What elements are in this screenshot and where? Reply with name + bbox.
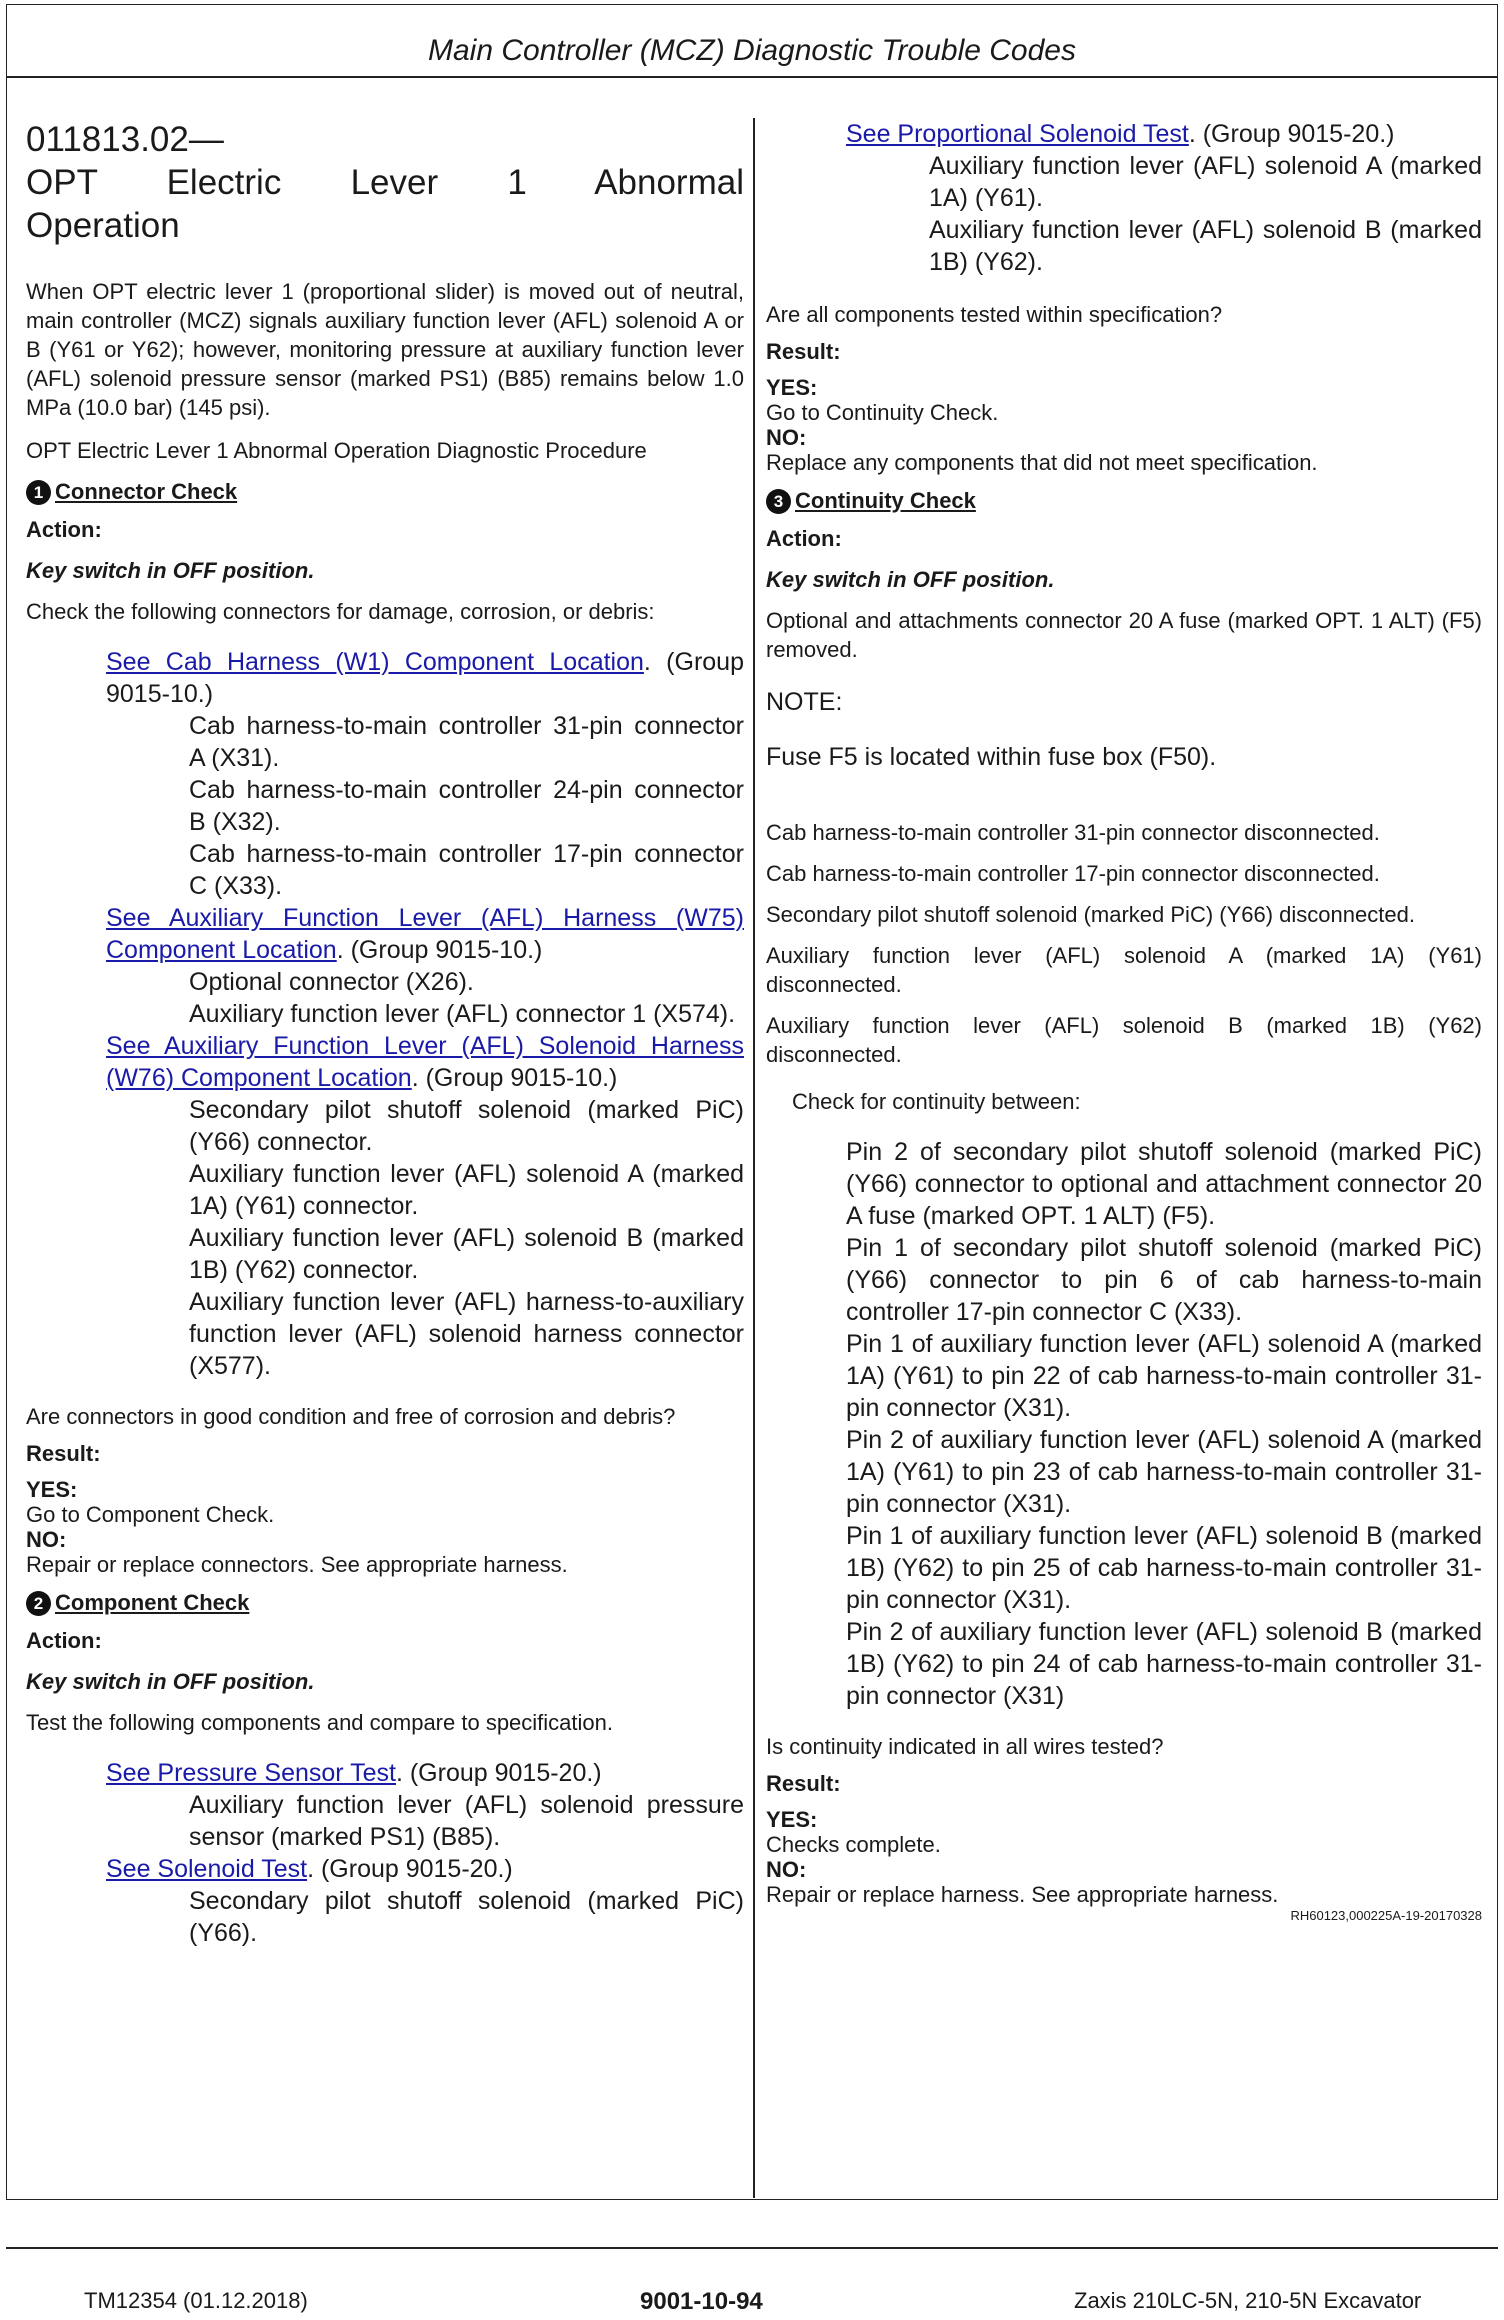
afl-solenoid-harness-w76-link[interactable]: See Auxiliary Function Lever (AFL) Solenoid Harness (W76) Component Location xyxy=(106,1032,744,1092)
step1-ref3-item: Auxiliary function lever (AFL) solenoid A (marked 1A) (Y61) connector. xyxy=(189,1160,744,1220)
footer-page-number: 9001-10-94 xyxy=(640,2288,763,2315)
cab-harness-link[interactable]: See Cab Harness (W1) Component Location xyxy=(106,648,644,676)
step3-action-label: Action: xyxy=(766,526,842,551)
step1-key-switch: Key switch in OFF position. xyxy=(26,558,315,583)
step1-action-label: Action: xyxy=(26,517,102,542)
step3-question: Is continuity indicated in all wires tested? xyxy=(766,1734,1164,1759)
step2-no-label: NO: xyxy=(766,425,807,450)
disconnected-item: Auxiliary function lever (AFL) solenoid B (marked 1B) (Y62) disconnected. xyxy=(766,1013,1482,1067)
step3-yes-label: YES: xyxy=(766,1807,818,1832)
step3-result-label: Result: xyxy=(766,1771,841,1796)
step1-title: Connector Check xyxy=(55,479,238,504)
step2-yes-label: YES: xyxy=(766,375,818,400)
step3-no-text: Repair or replace harness. See appropriate harness. xyxy=(766,1882,1279,1907)
step1-yes-label: YES: xyxy=(26,1477,78,1502)
afl-harness-w75-link[interactable]: See Auxiliary Function Lever (AFL) Harness (W75) Component Location xyxy=(106,904,744,964)
step1-instruction: Check the following connectors for damage, corrosion, or debris: xyxy=(26,599,655,624)
step2-action-label: Action: xyxy=(26,1628,102,1653)
step1-no-label: NO: xyxy=(26,1527,67,1552)
footer-manual-id: TM12354 (01.12.2018) xyxy=(84,2288,308,2313)
step3-yes-text: Checks complete. xyxy=(766,1832,941,1857)
step1-ref3-item: Auxiliary function lever (AFL) harness-to-auxiliary function lever (AFL) solenoid harness connector (X577). xyxy=(189,1288,744,1380)
footer-rule xyxy=(6,2247,1498,2249)
step2-key-switch: Key switch in OFF position. xyxy=(26,1669,315,1694)
step1-ref3-item: Secondary pilot shutoff solenoid (marked PiC) (Y66) connector. xyxy=(189,1096,744,1156)
step1-yes-text: Go to Component Check. xyxy=(26,1502,275,1527)
step1-question: Are connectors in good condition and free of corrosion and debris? xyxy=(26,1404,676,1429)
pin-item: Pin 1 of secondary pilot shutoff solenoid (marked PiC) (Y66) connector to pin 6 of cab harness-to-main controller 17-pin connector C (X33). xyxy=(846,1234,1482,1326)
footer-machine: Zaxis 210LC-5N, 210-5N Excavator xyxy=(1074,2288,1422,2313)
step3-key-switch: Key switch in OFF position. xyxy=(766,567,1055,592)
left-column xyxy=(26,118,744,1949)
step2-ref3-tail: . (Group 9015-20.) xyxy=(1188,120,1395,148)
step1-ref1-item: Cab harness-to-main controller 24-pin connector B (X32). xyxy=(189,776,744,836)
step3-heading xyxy=(766,486,1482,516)
step1-ref3-item: Auxiliary function lever (AFL) solenoid B (marked 1B) (Y62) connector. xyxy=(189,1224,744,1284)
step3-fuse-removed: Optional and attachments connector 20 A fuse (marked OPT. 1 ALT) (F5) removed. xyxy=(766,608,1482,662)
pin-item: Pin 1 of auxiliary function lever (AFL) solenoid B (marked 1B) (Y62) to pin 25 of cab harness-to-main controller 31-pin connector (X31). xyxy=(846,1522,1482,1614)
step2-result-label: Result: xyxy=(766,339,841,364)
step2-no-text: Replace any components that did not meet specification. xyxy=(766,450,1318,475)
step2-yes-text: Go to Continuity Check. xyxy=(766,400,999,425)
step2-instruction: Test the following components and compare to specification. xyxy=(26,1710,613,1735)
step1-ref2-item: Auxiliary function lever (AFL) connector 1 (X574). xyxy=(189,1000,736,1028)
dtc-title-line2: Operation xyxy=(26,206,180,245)
procedure-title: OPT Electric Lever 1 Abnormal Operation Diagnostic Procedure xyxy=(26,438,647,463)
pin-item: Pin 2 of auxiliary function lever (AFL) solenoid B (marked 1B) (Y62) to pin 24 of cab harness-to-main controller 31-pin connector (X31) xyxy=(846,1618,1482,1710)
solenoid-test-link[interactable]: See Solenoid Test xyxy=(106,1855,308,1883)
step2-number-icon: 2 xyxy=(26,1591,51,1616)
header-rule xyxy=(6,76,1498,78)
proportional-solenoid-test-link[interactable]: See Proportional Solenoid Test xyxy=(846,120,1189,148)
step3-no-label: NO: xyxy=(766,1857,807,1882)
step2-ref2-tail: . (Group 9015-20.) xyxy=(307,1855,513,1883)
dtc-title-line1: OPT Electric Lever 1 Abnormal xyxy=(26,163,744,202)
step3-title: Continuity Check xyxy=(795,488,976,513)
step1-ref2-item: Optional connector (X26). xyxy=(189,968,474,996)
step1-no-text: Repair or replace connectors. See appropriate harness. xyxy=(26,1552,568,1577)
step1-ref2 xyxy=(26,902,744,966)
page-header-title: Main Controller (MCZ) Diagnostic Trouble Codes xyxy=(428,34,1076,67)
disconnected-item: Secondary pilot shutoff solenoid (marked PiC) (Y66) disconnected. xyxy=(766,902,1415,927)
pin-item: Pin 2 of secondary pilot shutoff solenoid (marked PiC) (Y66) connector to optional and attachment connector 20 A fuse (marked OPT. 1 ALT) (F5). xyxy=(846,1138,1482,1230)
step2-ref2-item: Secondary pilot shutoff solenoid (marked PiC) (Y66). xyxy=(189,1887,744,1947)
step1-ref3-tail: . (Group 9015-10.) xyxy=(411,1064,618,1092)
step3-number-icon: 3 xyxy=(766,489,791,514)
disconnected-item: Cab harness-to-main controller 31-pin connector disconnected. xyxy=(766,820,1380,845)
pin-item: Pin 1 of auxiliary function lever (AFL) solenoid A (marked 1A) (Y61) to pin 22 of cab harness-to-main controller 31-pin connector (X31). xyxy=(846,1330,1482,1422)
step2-title: Component Check xyxy=(55,1590,250,1615)
step2-ref1 xyxy=(26,1757,744,1789)
column-divider xyxy=(753,118,755,2198)
dtc-title xyxy=(26,161,744,204)
step1-ref3 xyxy=(26,1030,744,1094)
check-continuity-text: Check for continuity between: xyxy=(792,1089,1081,1114)
step2-question: Are all components tested within specification? xyxy=(766,302,1223,327)
note-label: NOTE: xyxy=(766,688,843,716)
step2-ref3-item: Auxiliary function lever (AFL) solenoid A (marked 1A) (Y61). xyxy=(929,152,1482,212)
dtc-code: 011813.02— xyxy=(26,120,224,159)
step2-ref3 xyxy=(766,118,1482,150)
intro-text: When OPT electric lever 1 (proportional slider) is moved out of neutral, main controller (MCZ) signals auxiliary function lever (AFL) solenoid A or B (Y61 or Y62); however, monitoring pressure at auxiliary function lever (AFL) solenoid pressure sensor (marked PS1) (B85) remains below 1.0 MPa (10.0 bar) (145 psi). xyxy=(26,279,744,420)
step1-ref1-item: Cab harness-to-main controller 17-pin connector C (X33). xyxy=(189,840,744,900)
pressure-sensor-test-link[interactable]: See Pressure Sensor Test xyxy=(106,1759,396,1787)
step2-ref3-item: Auxiliary function lever (AFL) solenoid B (marked 1B) (Y62). xyxy=(929,216,1482,276)
disconnected-item: Cab harness-to-main controller 17-pin connector disconnected. xyxy=(766,861,1380,886)
reference-id: RH60123,000225A-19-20170328 xyxy=(1290,1908,1482,1923)
step2-heading xyxy=(26,1588,744,1618)
step2-ref1-item: Auxiliary function lever (AFL) solenoid pressure sensor (marked PS1) (B85). xyxy=(189,1791,744,1851)
right-column xyxy=(766,118,1482,1923)
step2-ref2 xyxy=(26,1853,744,1885)
note-text: Fuse F5 is located within fuse box (F50). xyxy=(766,743,1217,771)
step1-ref2-tail: . (Group 9015-10.) xyxy=(336,936,543,964)
step2-ref1-tail: . (Group 9015-20.) xyxy=(395,1759,602,1787)
disconnected-item: Auxiliary function lever (AFL) solenoid A (marked 1A) (Y61) disconnected. xyxy=(766,943,1482,997)
step1-ref1-tail: . (Group 9015-10.) xyxy=(106,648,744,708)
step1-ref1 xyxy=(26,646,744,710)
step1-ref1-item: Cab harness-to-main controller 31-pin connector A (X31). xyxy=(189,712,744,772)
step1-number-icon: 1 xyxy=(26,480,51,505)
step1-heading xyxy=(26,477,744,507)
step1-result-label: Result: xyxy=(26,1441,101,1466)
pin-item: Pin 2 of auxiliary function lever (AFL) solenoid A (marked 1A) (Y61) to pin 23 of cab harness-to-main controller 31-pin connector (X31). xyxy=(846,1426,1482,1518)
